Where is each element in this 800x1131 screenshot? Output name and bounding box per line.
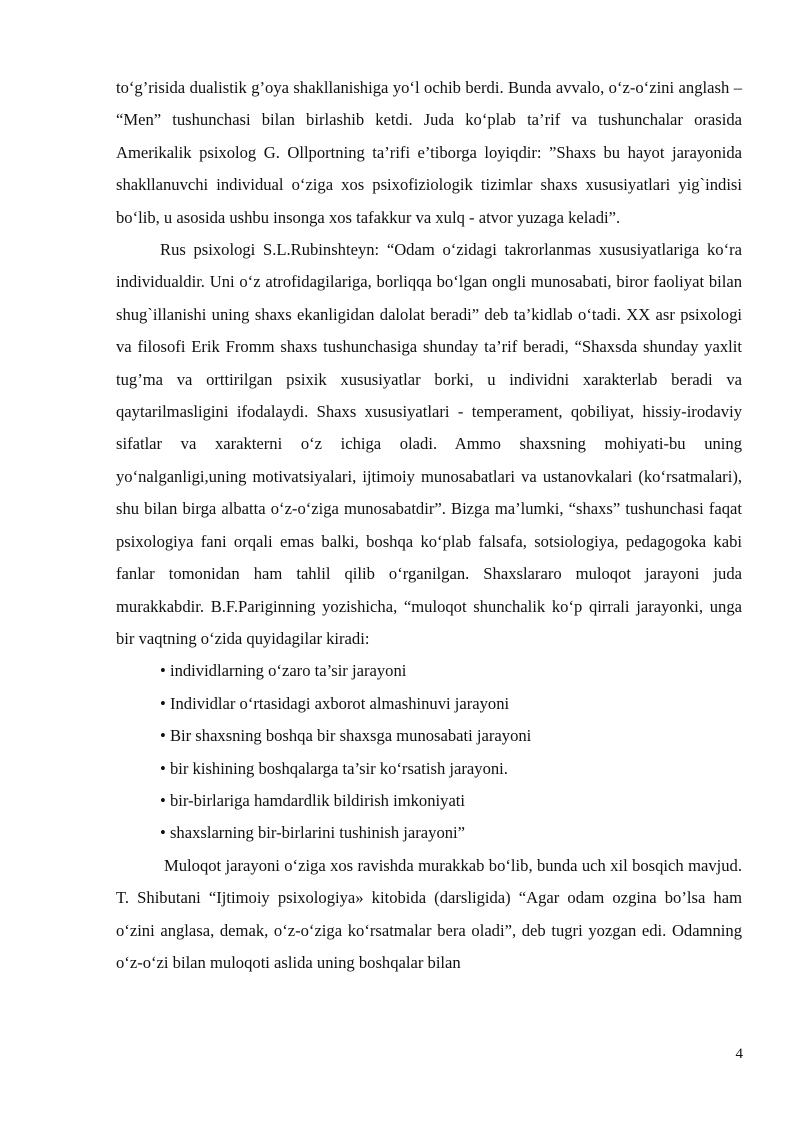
paragraph-3: Muloqot jarayoni o‘ziga xos ravishda murakkab bo‘lib, bunda uch xil bosqich mavjud. T. Shibutani “Ijtimoiy psixologiya» kitobida (darsligida) “Agar odam ozgina bo’lsa ham o‘zini anglasa, demak, o‘z-o‘ziga ko‘rsatmalar bera oladi”, deb tugri yozgan edi. Odamning o‘z-o‘zi bilan muloqoti aslida uning boshqalar bilan bbox=[116, 855, 742, 972]
list-item: • Bir shaxsning boshqa bir shaxsga munosabati jarayoni bbox=[160, 726, 532, 746]
body-text bbox=[116, 72, 742, 979]
bullet-list bbox=[116, 655, 742, 849]
paragraph-1: to‘g’risida dualistik g’oya shakllanishiga yo‘l ochib berdi. Bunda avvalo, o‘z-o‘zini anglash – “Men” tushunchasi bilan birlashib ketdi. Juda ko‘plab ta’rif va tushunchalar orasida Amerikalik psixolog G. Ollportning ta’rifi e’tiborga loyiqdir: ”Shaxs bu hayot jarayonida shakllanuvchi individual o‘ziga xos psixofiziologik tizimlar shaxs xususiyatlari yig`indisi bo‘lib, u asosida ushbu insonga xos tafakkur va xulq - atvor yuzaga keladi”. bbox=[116, 78, 742, 227]
list-item: • bir-birlariga hamdardlik bildirish imkoniyati bbox=[160, 790, 466, 810]
page-number: 4 bbox=[735, 1046, 743, 1062]
paragraph-2: Rus psixologi S.L.Rubinshteyn: “Odam o‘zidagi takrorlanmas xususiyatlariga ko‘ra individualdir. Uni o‘z atrofidagilariga, borliqqa bo‘lgan ongli munosabati, biror faoliyat bilan shug`illanishi uning shaxs ekanligidan dalolat beradi” deb ta’kidlab o‘tadi. XX asr psixologi va filosofi Erik Fromm shaxs tushunchasiga shunday ta’rif beradi, “Shaxsda shunday yaxlit tug’ma va orttirilgan psixik xususiyatlar borki, u individni xarakterlab beradi va qaytarilmasligini ifodalaydi. Shaxs xususiyatlari - temperament, qobiliyat, hissiy-irodaviy sifatlar va xarakterni o‘z ichiga oladi. Ammo shaxsning mohiyati-bu uning yo‘nalganligi,uning motivatsiyalari, ijtimoiy munosabatlari va ustanovkalari (ko‘rsatmalari), shu bilan birga albatta o‘z-o‘ziga munosabatdir”. Bizga ma’lumki, “shaxs” tushunchasi faqat psixologiya fani orqali emas balki, boshqa ko‘plab falsafa, sotsiologiya, pedagogoka kabi fanlar tomonidan ham tahlil qilib o‘rganilgan. Shaxslararo muloqot jarayoni juda murakkabdir. B.F.Pariginning yozishicha, “muloqot shunchalik ko‘p qirrali jarayonki, unga bir vaqtning o‘zida quyidagilar kiradi: bbox=[116, 240, 742, 648]
list-item: • bir kishining boshqalarga ta’sir ko‘rsatish jarayoni. bbox=[160, 758, 508, 778]
list-item: • individlarning o‘zaro ta’sir jarayoni bbox=[160, 661, 407, 681]
list-item: • shaxslarning bir-birlarini tushinish jarayoni” bbox=[160, 823, 466, 843]
list-item: • Individlar o‘rtasidagi axborot almashinuvi jarayoni bbox=[160, 693, 510, 713]
